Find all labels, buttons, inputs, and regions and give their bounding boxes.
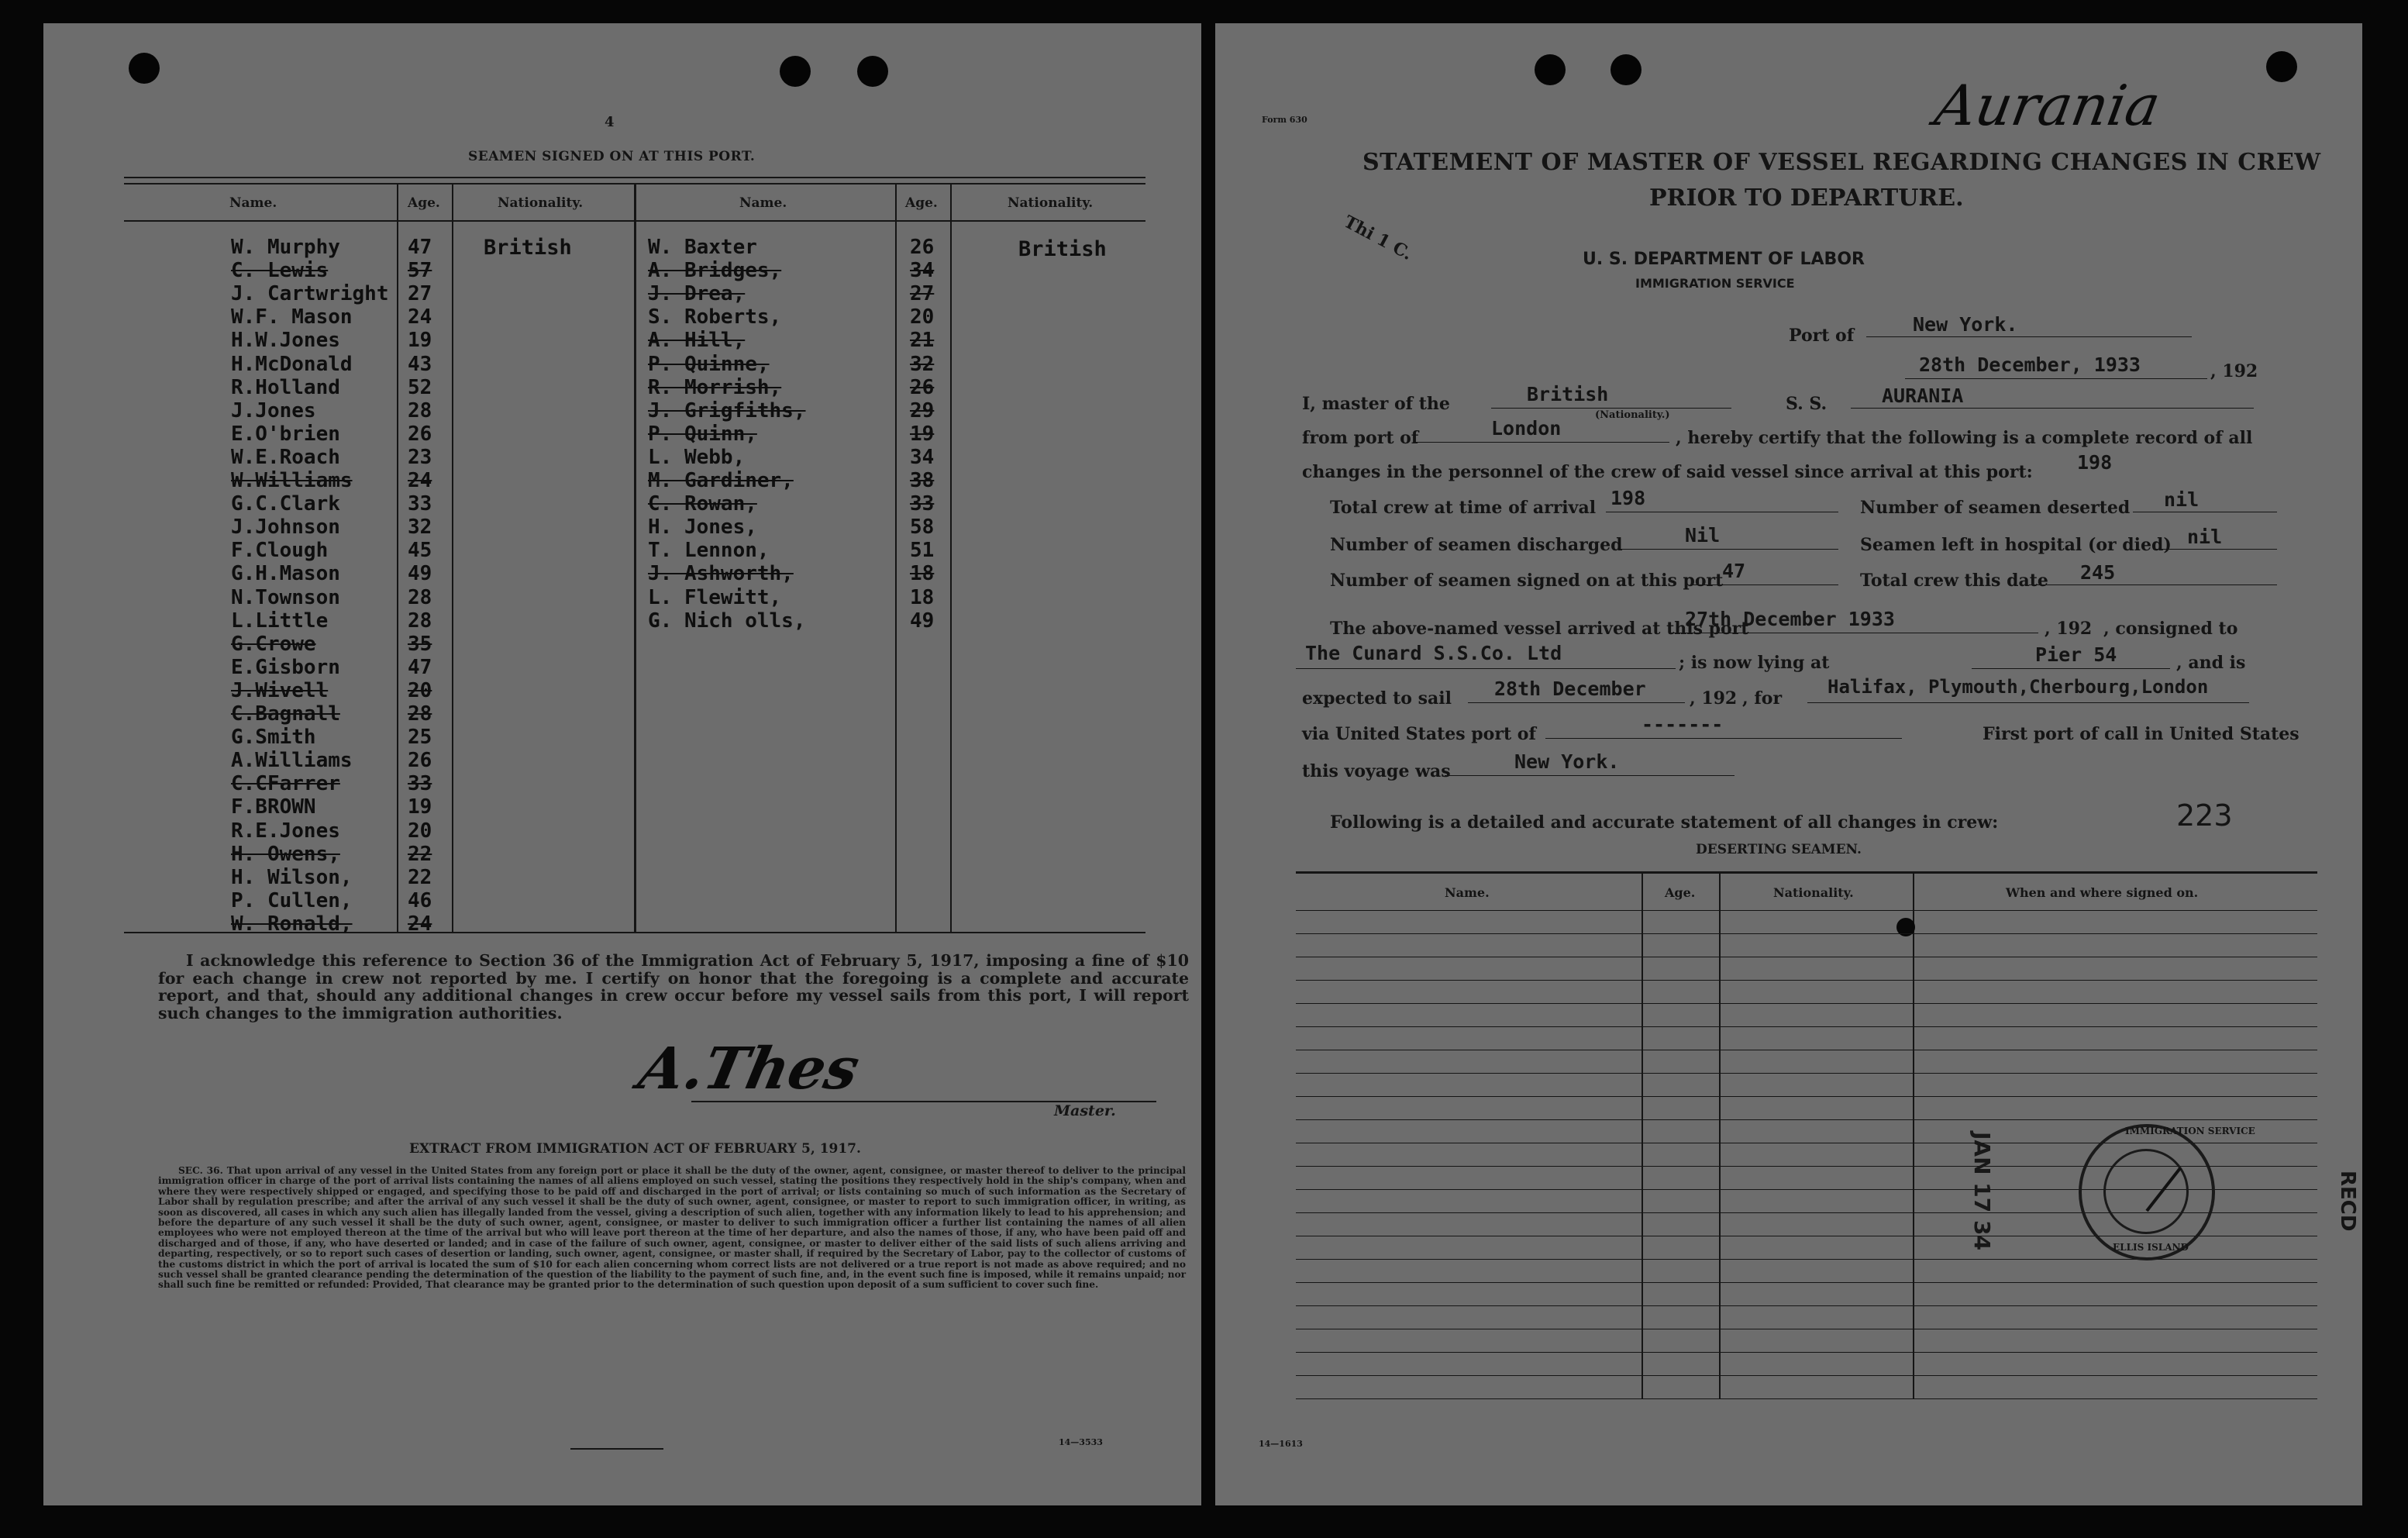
col2-nationality-header: Nationality. xyxy=(1008,195,1094,211)
following-text: Following is a detailed and accurate statement of all changes in crew: xyxy=(1330,812,1999,833)
crew-age: 34 xyxy=(910,445,935,469)
col2-age-header: Age. xyxy=(905,195,938,211)
crew-age: 20 xyxy=(408,678,432,702)
discharged-value: Nil xyxy=(1685,524,1721,547)
crew-name: A.Williams xyxy=(231,749,353,773)
deserted-value: nil xyxy=(2164,488,2200,511)
col1-nationality-header: Nationality. xyxy=(498,195,584,211)
rule xyxy=(1545,738,1902,739)
crew-age: 49 xyxy=(910,609,935,633)
from-port-label: from port of xyxy=(1302,428,1419,448)
rule xyxy=(1445,775,1735,776)
crew-age: 47 xyxy=(408,236,432,259)
crew-name: L. Webb, xyxy=(648,445,746,469)
extract-text: SEC. 36. That upon arrival of any vessel in the United States from any foreign port or place it shall be the duty of the owner, agent, consignee, or master thereof to deliver to the principal immigration officer in charge of the port of arrival lists containing the names of all aliens employed on such vessel, stating the positions they respectively hold in the ship's company, when and where they were respectively shipped or engaged, and specifying those to be paid off and discharged in the port of arrival; or lists containing so much of such information as the Secretary of Labor shall by regulation prescribe; and after the arrival of any such vessel it shall be the duty of such owner, agent, consignee, or master to report to such immigration officer, in writing, as soon as discovered, all cases in which any such alien has illegally landed from the vessel, giving a description of such alien, together with any information likely to lead to his apprehension; and before the departure of any such vessel it shall be the duty of such owner, agent, consignee, or master to deliver to such immigration officer a further list containing the names of all alien employees who were not employed thereon at the time of the arrival but who will leave port thereon at the time of her departure, and also the names of those, if any, who have been paid off and discharged and of those, if any, who have deserted or landed; and in case of the failure of such owner, agent, consignee, or master to deliver either of the said lists of such aliens arriving and departing, respectively, or so to report such cases of desertion or landing, such owner, agent, consignee, or master shall, if required by the Secretary of Labor, pay to the collector of customs of the customs district in which the port of arrival is located the sum of $10 for each alien concerning whom correct lists are not delivered or a true report is not made as above required; and no such vessel shall be granted clearance pending the determination of the question of the liability to the payment of such fine, and, in the event such fine is imposed, while it remains unpaid; nor shall such fine be remitted or refunded: Provided, That clearance may be granted prior to the determination of such question upon deposit of a sum sufficient to cover such fine. xyxy=(158,1165,1186,1291)
punch-hole xyxy=(1611,54,1642,85)
port-value: New York. xyxy=(1913,313,2018,336)
rule xyxy=(1866,336,2192,337)
certify-text: , hereby certify that the following is a complete record of all xyxy=(1676,428,2253,448)
crew-age: 29 xyxy=(910,398,935,422)
crew-name: J. Grigfiths, xyxy=(648,398,806,422)
crew-name: R.E.Jones xyxy=(231,819,340,843)
rule xyxy=(1296,668,1676,669)
port-label: Port of xyxy=(1789,326,1855,346)
crew-name: P. Quinne, xyxy=(648,352,770,376)
crew-name: G.H.Mason xyxy=(231,562,340,586)
crew-age: 20 xyxy=(910,305,935,329)
crew-name: G.Crowe xyxy=(231,632,316,656)
expected-value: 28th December xyxy=(1494,678,1646,700)
column-divider xyxy=(452,183,453,932)
crew-name: C. Lewis xyxy=(231,259,329,283)
expected-year: , 192 xyxy=(1690,688,1738,709)
for-label: , for xyxy=(1742,688,1783,709)
table-row-rule xyxy=(1296,933,2317,934)
crew-age: 24 xyxy=(408,912,432,936)
rule xyxy=(2153,549,2277,550)
department: U. S. DEPARTMENT OF LABOR xyxy=(1583,250,1865,269)
handwritten-ship-name: Aurania xyxy=(1930,73,2165,138)
crew-name: H. Wilson, xyxy=(231,865,353,889)
crew-name: J. Ashworth, xyxy=(648,562,794,586)
master-of-label: I, master of the xyxy=(1302,394,1450,414)
crew-age: 38 xyxy=(910,469,935,492)
page-number: 4 xyxy=(605,114,615,130)
rule xyxy=(1905,378,2207,379)
changes-text: changes in the personnel of the crew of said vessel since arrival at this port: xyxy=(1302,462,2033,482)
crew-age: 24 xyxy=(408,305,432,329)
crew-name: J.Jones xyxy=(231,398,316,422)
crew-name: H.W.Jones xyxy=(231,329,340,353)
arrived-label: The above-named vessel arrived at this port xyxy=(1330,619,1749,639)
crew-age: 33 xyxy=(408,772,432,796)
hospital-label: Seamen left in hospital (or died) xyxy=(1860,535,2172,555)
crew-age: 22 xyxy=(408,842,432,866)
right-page xyxy=(1215,23,2362,1505)
crew-age: 28 xyxy=(408,702,432,726)
crew-name: W. Ronald, xyxy=(231,912,353,936)
crew-age: 28 xyxy=(408,609,432,633)
crew-name: W. Murphy xyxy=(231,236,340,259)
expected-label: expected to sail xyxy=(1302,688,1452,709)
crew-age: 18 xyxy=(910,562,935,586)
crew-age: 58 xyxy=(910,516,935,540)
crew-name: J.Wivell xyxy=(231,678,329,702)
rule xyxy=(1807,702,2249,703)
lying-label: ; is now lying at xyxy=(1679,653,1830,673)
footer-code: 14—1613 xyxy=(1259,1439,1303,1449)
deserting-title: DESERTING SEAMEN. xyxy=(1696,842,1862,857)
table-row-rule xyxy=(1296,1352,2317,1353)
voyage-label: this voyage was xyxy=(1302,761,1451,781)
extract-title: EXTRACT FROM IMMIGRATION ACT OF FEBRUARY 5, 1917. xyxy=(409,1141,861,1157)
from-port-value: London xyxy=(1491,417,1562,440)
crew-age: 33 xyxy=(408,492,432,516)
form-number: Form 630 xyxy=(1262,115,1307,125)
crew-name: G.Smith xyxy=(231,726,316,750)
crew-name: G.C.Clark xyxy=(231,492,340,516)
crew-age: 33 xyxy=(910,492,935,516)
crew-name: E.O'brien xyxy=(231,422,340,446)
rule xyxy=(1414,442,1669,443)
crew-age: 28 xyxy=(408,585,432,609)
nationality-caption: (Nationality.) xyxy=(1595,409,1670,421)
crew-name: P. Quinn, xyxy=(648,422,757,446)
punch-hole xyxy=(857,56,888,87)
crew-name: N.Townson xyxy=(231,585,340,609)
footer-rule xyxy=(570,1448,663,1450)
stamp-mark: Thi 1 C. xyxy=(1340,211,1416,265)
crew-age: 32 xyxy=(408,516,432,540)
lying-value: Pier 54 xyxy=(2035,643,2117,666)
rule xyxy=(1491,408,1731,409)
and-is: , and is xyxy=(2176,653,2246,673)
crew-name: C.Bagnall xyxy=(231,702,340,726)
table-row-rule xyxy=(1296,1096,2317,1097)
crew-age: 20 xyxy=(408,819,432,843)
deserted-label: Number of seamen deserted xyxy=(1860,498,2131,518)
immigration-ring-stamp xyxy=(2079,1124,2255,1260)
date-stamp: JAN 17 34 xyxy=(1969,1132,1995,1250)
crew-age: 26 xyxy=(910,236,935,259)
changes-value: 198 xyxy=(2077,451,2113,474)
crew-name: L.Little xyxy=(231,609,329,633)
crew-name: H.McDonald xyxy=(231,352,353,376)
left-page xyxy=(43,23,1201,1505)
column-divider xyxy=(895,183,897,932)
column-divider xyxy=(1642,871,1643,1398)
total-crew-date-label: Total crew this date xyxy=(1860,571,2048,591)
following-value: 223 xyxy=(2176,798,2233,833)
crew-name: E.Gisborn xyxy=(231,655,340,679)
table-row-rule xyxy=(1296,1282,2317,1283)
signed-on-label: Number of seamen signed on at this port xyxy=(1330,571,1724,591)
column-divider xyxy=(1913,871,1914,1398)
crew-name: T. Lennon, xyxy=(648,539,770,563)
rule xyxy=(1618,549,1838,550)
punch-hole xyxy=(780,56,811,87)
punch-hole xyxy=(1535,54,1566,85)
crew-age: 24 xyxy=(408,469,432,492)
col2-name-header: Name. xyxy=(739,195,787,211)
master-signature: A.Thes xyxy=(632,1036,865,1102)
signed-on-value: 47 xyxy=(1722,560,1746,582)
acknowledgement-text: I acknowledge this reference to Section 36 of the Immigration Act of February 5, 1917, imposing a fine of $10 for each change in crew not reported by me. I certify on honor that the foregoing is a complete and accurate report, and that, should any additional changes in crew occur before my vessel sails from this port, I will report such changes to the immigration authorities. xyxy=(158,951,1189,1022)
deserting-nationality-header: Nationality. xyxy=(1773,885,1854,900)
table-row-rule xyxy=(1296,1375,2317,1376)
punch-hole xyxy=(129,53,160,84)
crew-age: 47 xyxy=(408,655,432,679)
footer-code: 14—3533 xyxy=(1059,1437,1103,1447)
deserting-name-header: Name. xyxy=(1445,885,1490,900)
ss-label: S. S. xyxy=(1786,394,1828,414)
crew-name: W. Baxter xyxy=(648,236,757,259)
hospital-value: nil xyxy=(2187,526,2223,548)
crew-age: 23 xyxy=(408,445,432,469)
crew-name: P. Cullen, xyxy=(231,888,353,912)
column-divider xyxy=(634,183,636,932)
col1-name-header: Name. xyxy=(229,195,277,211)
via-label: via United States port of xyxy=(1302,724,1536,744)
consignee-value: The Cunard S.S.Co. Ltd xyxy=(1305,642,1562,664)
date-year-suffix: , 192 xyxy=(2210,361,2258,381)
table-row-rule xyxy=(1296,1398,2317,1399)
crew-name: W.Williams xyxy=(231,469,353,492)
crew-age: 52 xyxy=(408,375,432,399)
crew-name: R.Holland xyxy=(231,375,340,399)
crew-name: M. Gardiner, xyxy=(648,469,794,492)
crew-name: H. Owens, xyxy=(231,842,340,866)
crew-name: A. Hill, xyxy=(648,329,746,353)
crew-age: 43 xyxy=(408,352,432,376)
table-row-rule xyxy=(1296,1026,2317,1027)
arrived-value: 27th December 1933 xyxy=(1685,608,1895,630)
rule xyxy=(1972,668,2170,669)
recd-stamp: RECD xyxy=(2336,1171,2359,1232)
crew-name: J. Cartwright xyxy=(231,282,389,306)
crew-name: C. Rowan, xyxy=(648,492,757,516)
crew-age: 57 xyxy=(408,259,432,283)
crew-age: 21 xyxy=(910,329,935,353)
deserting-age-header: Age. xyxy=(1665,885,1696,900)
crew-name: H. Jones, xyxy=(648,516,757,540)
column-divider xyxy=(397,183,398,932)
form-title-line1: STATEMENT OF MASTER OF VESSEL REGARDING CHANGES IN CREW xyxy=(1362,149,2321,176)
crew-age: 19 xyxy=(408,329,432,353)
section-title: SEAMEN SIGNED ON AT THIS PORT. xyxy=(468,149,756,164)
voyage-value: New York. xyxy=(1514,750,1620,773)
table-row-rule xyxy=(1296,1305,2317,1306)
crew-age: 46 xyxy=(408,888,432,912)
crew-name: S. Roberts, xyxy=(648,305,782,329)
table-top-rule xyxy=(1296,871,2317,874)
column-divider xyxy=(950,183,952,932)
ship-name: AURANIA xyxy=(1882,384,1964,407)
rule xyxy=(1851,408,2254,409)
date-value: 28th December, 1933 xyxy=(1919,353,2141,376)
crew-name: W.E.Roach xyxy=(231,445,340,469)
ring-stamp-text: IMMIGRATION SERVICE xyxy=(2125,1126,2255,1136)
crew-name: A. Bridges, xyxy=(648,259,782,283)
stamp-clock-face xyxy=(2103,1149,2189,1234)
table-row-rule xyxy=(1296,980,2317,981)
ring-stamp-text-2: ELLIS ISLAND xyxy=(2113,1242,2189,1253)
crew-name: C.CFarrer xyxy=(231,772,340,796)
rule xyxy=(1468,702,1685,703)
master-label: Master. xyxy=(1054,1102,1116,1119)
service: IMMIGRATION SERVICE xyxy=(1635,276,1795,291)
via-value: ------- xyxy=(1642,713,1724,736)
crew-name: G. Nich olls, xyxy=(648,609,806,633)
deserting-when-header: When and where signed on. xyxy=(2006,885,2199,900)
for-value: Halifax, Plymouth,Cherbourg,London xyxy=(1828,676,2209,698)
nationality-value: British xyxy=(1527,383,1609,405)
column-divider xyxy=(1719,871,1721,1398)
table-row-rule xyxy=(1296,1073,2317,1074)
table-row-rule xyxy=(1296,910,2317,911)
crew-age: 34 xyxy=(910,259,935,283)
col2-nationality: British xyxy=(1018,237,1107,261)
total-crew-arrival-label: Total crew at time of arrival xyxy=(1330,498,1597,518)
crew-name: J. Drea, xyxy=(648,282,746,306)
crew-name: R. Morrish, xyxy=(648,375,782,399)
discharged-label: Number of seamen discharged xyxy=(1330,535,1623,555)
crew-name: J.Johnson xyxy=(231,516,340,540)
crew-name: F.BROWN xyxy=(231,795,316,819)
crew-age: 35 xyxy=(408,632,432,656)
crew-age: 28 xyxy=(408,398,432,422)
crew-age: 26 xyxy=(408,422,432,446)
consigned-label: , consigned to xyxy=(2103,619,2238,639)
col1-nationality: British xyxy=(484,236,572,260)
crew-name: L. Flewitt, xyxy=(648,585,782,609)
crew-age: 27 xyxy=(408,282,432,306)
form-title-line2: PRIOR TO DEPARTURE. xyxy=(1649,184,1964,212)
first-port-label: First port of call in United States xyxy=(1983,724,2299,744)
table-row-rule xyxy=(1296,1119,2317,1120)
crew-age: 26 xyxy=(408,749,432,773)
crew-age: 25 xyxy=(408,726,432,750)
table-top-rule xyxy=(124,177,1145,178)
crew-age: 32 xyxy=(910,352,935,376)
punch-hole xyxy=(2266,51,2297,82)
crew-age: 18 xyxy=(910,585,935,609)
crew-age: 19 xyxy=(910,422,935,446)
crew-age: 51 xyxy=(910,539,935,563)
table-row-rule xyxy=(1296,1259,2317,1260)
table-row-rule xyxy=(1296,1003,2317,1004)
crew-age: 26 xyxy=(910,375,935,399)
crew-age: 45 xyxy=(408,539,432,563)
crew-age: 49 xyxy=(408,562,432,586)
col1-age-header: Age. xyxy=(408,195,440,211)
crew-age: 22 xyxy=(408,865,432,889)
crew-name: W.F. Mason xyxy=(231,305,353,329)
crew-name: F.Clough xyxy=(231,539,329,563)
arrived-year: , 192 xyxy=(2045,619,2093,639)
crew-age: 27 xyxy=(910,282,935,306)
crew-age: 19 xyxy=(408,795,432,819)
total-crew-date-value: 245 xyxy=(2080,561,2116,584)
total-crew-arrival-value: 198 xyxy=(1611,487,1646,509)
